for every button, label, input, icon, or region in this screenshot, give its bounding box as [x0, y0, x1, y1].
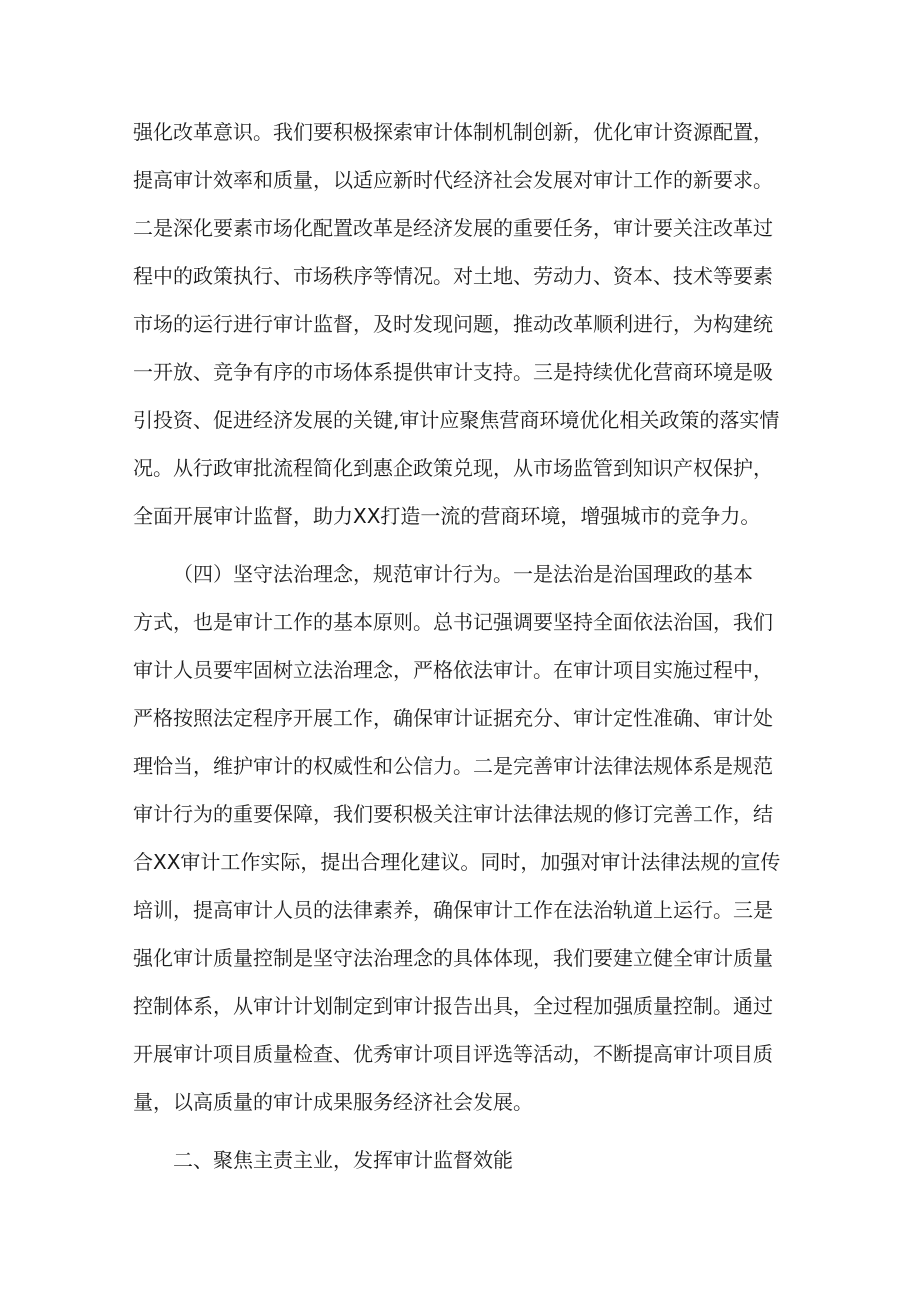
- text-line: 一开放、竞争有序的市场体系提供审计支持。三是持续优化营商环境是吸: [133, 360, 773, 384]
- text-line: 提高审计效率和质量，以适应新时代经济社会发展对审计工作的新要求。: [133, 168, 773, 192]
- text-line: 理恰当，维护审计的权威性和公信力。二是完善审计法律法规体系是规范: [133, 754, 773, 778]
- paragraph-gap: [133, 1126, 783, 1136]
- text-line: 培训，提高审计人员的法律素养，确保审计工作在法治轨道上运行。三是: [133, 898, 773, 922]
- text-line: 程中的政策执行、市场秩序等情况。对土地、劳动力、资本、技术等要素: [133, 264, 773, 288]
- paragraph-gap: [133, 540, 783, 550]
- text-line: 二是深化要素市场化配置改革是经济发展的重要任务，审计要关注改革过: [133, 216, 773, 240]
- text-line: 市场的运行进行审计监督，及时发现问题，推动改革顺利进行，为构建统: [133, 312, 773, 336]
- section-heading: 二、聚焦主责主业，发挥审计监督效能: [173, 1148, 513, 1172]
- section-heading-line: （四）坚守法治理念，规范审计行为。一是法治是治国理政的基本: [173, 562, 753, 586]
- paragraph-1: [133, 108, 783, 540]
- paragraph-2: [133, 550, 783, 1126]
- text-line: 合XX审计工作实际，提出合理化建议。同时，加强对审计法律法规的宣传: [133, 850, 781, 874]
- text-line: 引投资、促进经济发展的关键,审计应聚焦营商环境优化相关政策的落实情: [133, 408, 780, 432]
- text-line: 强化审计质量控制是坚守法治理念的具体体现，我们要建立健全审计质量: [133, 946, 773, 970]
- text-line: 方式，也是审计工作的基本原则。总书记强调要坚持全面依法治国，我们: [133, 610, 773, 634]
- paragraph-3: [133, 1136, 783, 1184]
- document-body: [133, 108, 783, 1184]
- text-line: 审计人员要牢固树立法治理念，严格依法审计。在审计项目实施过程中，: [133, 658, 773, 682]
- text-line: 量，以高质量的审计成果服务经济社会发展。: [133, 1090, 533, 1114]
- text-line: 开展审计项目质量检查、优秀审计项目评选等活动，不断提高审计项目质: [133, 1042, 773, 1066]
- text-line: 严格按照法定程序开展工作，确保审计证据充分、审计定性准确、审计处: [133, 706, 773, 730]
- text-line: 强化改革意识。我们要积极探索审计体制机制创新，优化审计资源配置，: [133, 120, 773, 144]
- text-line: 况。从行政审批流程简化到惠企政策兑现，从市场监管到知识产权保护，: [133, 456, 773, 480]
- text-line: 全面开展审计监督，助力XX打造一流的营商环境，增强城市的竞争力。: [133, 504, 761, 528]
- text-line: 审计行为的重要保障，我们要积极关注审计法律法规的修订完善工作，结: [133, 802, 773, 826]
- text-line: 控制体系，从审计计划制定到审计报告出具，全过程加强质量控制。通过: [133, 994, 773, 1018]
